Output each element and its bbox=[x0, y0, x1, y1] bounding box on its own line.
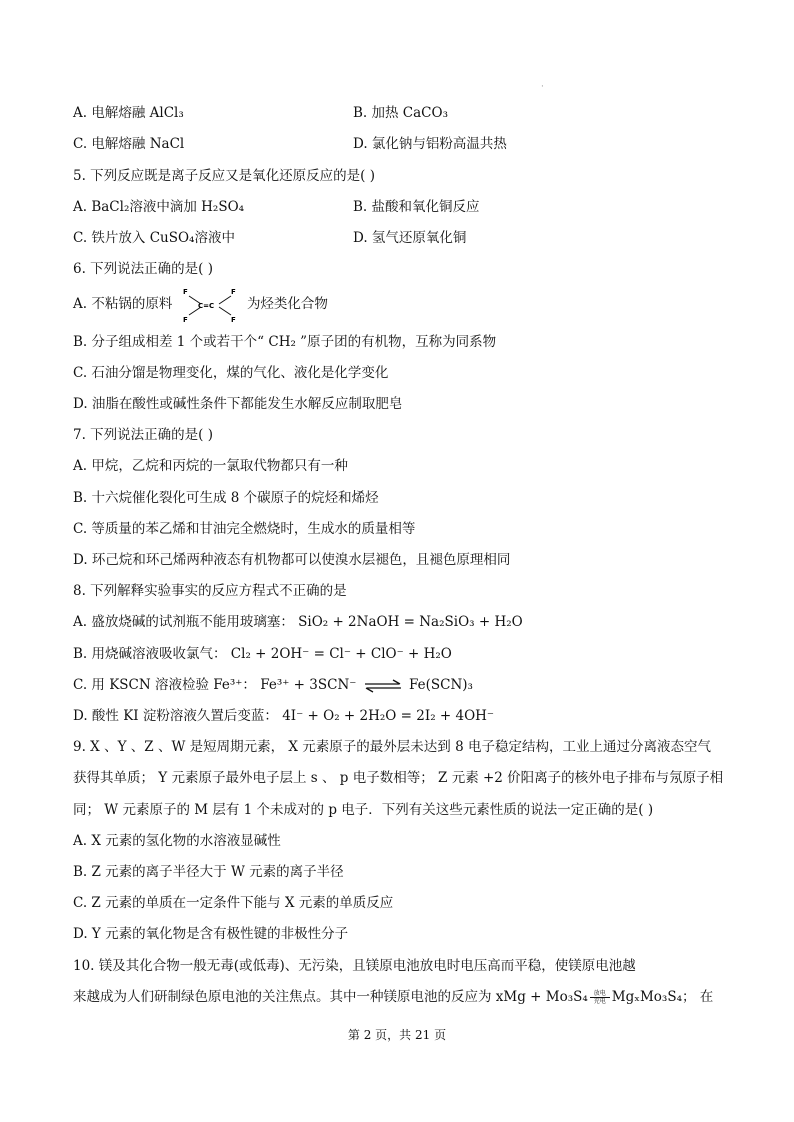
q4-option-c: C. 电解熔融 NaCl bbox=[73, 136, 185, 152]
q4-option-d: D. 氯化钠与铝粉高温共热 bbox=[353, 136, 507, 152]
q7-option-c: C. 等质量的苯乙烯和甘油完全燃烧时，生成水的质量相等 bbox=[73, 521, 416, 537]
q7-option-a: A. 甲烷，乙烷和丙烷的一氯取代物都只有一种 bbox=[73, 458, 348, 474]
fluorine-atom: F bbox=[230, 315, 236, 324]
q6-option-a-prefix: A. 不粘锅的原料 bbox=[73, 296, 173, 312]
q6-option-a-suffix: 为烃类化合物 bbox=[246, 296, 328, 312]
decorative-dot: · bbox=[541, 82, 544, 92]
q8-stem: 8. 下列解释实验事实的反应方程式不正确的是 bbox=[73, 583, 347, 599]
q10-line2-prefix: 来越成为人们研制绿色原电池的关注焦点。其中一种镁原电池的反应为 xMg + Mo₃S₄ bbox=[73, 989, 588, 1005]
q10-stem-line2 bbox=[73, 988, 713, 1006]
q9-stem-line1: 9. X 、Y 、Z 、W 是短周期元素， X 元素原子的最外层未达到 8 电子稳定结构，工业上通过分离液态空气 bbox=[73, 739, 711, 755]
condition-discharge: 放电 bbox=[593, 990, 606, 997]
q5-option-c: C. 铁片放入 CuSO₄溶液中 bbox=[73, 230, 235, 246]
q6-option-d: D. 油脂在酸性或碱性条件下都能发生水解反应制取肥皂 bbox=[73, 396, 403, 412]
fluorine-atom: F bbox=[182, 287, 188, 296]
q5-option-b: B. 盐酸和氧化铜反应 bbox=[353, 199, 480, 215]
q7-option-b: B. 十六烷催化裂化可生成 8 个碳原子的烷烃和烯烃 bbox=[73, 490, 379, 506]
q6-option-c: C. 石油分馏是物理变化，煤的气化、液化是化学变化 bbox=[73, 365, 389, 381]
q5-stem: 5. 下列反应既是离子反应又是氧化还原反应的是( ) bbox=[73, 168, 375, 184]
q8-option-d: D. 酸性 KI 淀粉溶液久置后变蓝： 4I⁻ + O₂ + 2H₂O = 2I₂ + 4OH⁻ bbox=[73, 708, 495, 724]
tetrafluoroethylene-structure bbox=[181, 286, 239, 324]
double-bond-label: C=C bbox=[197, 301, 214, 310]
q9-stem-line3: 同； W 元素原子的 M 层有 1 个未成对的 p 电子．下列有关这些元素性质的说法一定正确的是( ) bbox=[73, 802, 654, 818]
q4-option-a: A. 电解熔融 AlCl₃ bbox=[73, 105, 184, 121]
equilibrium-arrow-icon bbox=[363, 679, 403, 693]
q9-option-c: C. Z 元素的单质在一定条件下能与 X 元素的单质反应 bbox=[73, 895, 394, 911]
reaction-condition bbox=[590, 990, 610, 1005]
q6-option-b: B. 分子组成相差 1 个或若干个“ CH₂ ”原子团的有机物，互称为同系物 bbox=[73, 334, 497, 350]
q8-option-c-left: C. 用 KSCN 溶液检验 Fe³⁺： Fe³⁺ + 3SCN⁻ bbox=[73, 677, 357, 693]
q8-option-b: B. 用烧碱溶液吸收氯气： Cl₂ + 2OH⁻ = Cl⁻ + ClO⁻ + H₂O bbox=[73, 646, 452, 662]
condition-charge: 充电 bbox=[593, 998, 606, 1005]
q4-option-b: B. 加热 CaCO₃ bbox=[353, 105, 448, 121]
q9-option-a: A. X 元素的氢化物的水溶液显碱性 bbox=[73, 833, 281, 849]
fluorine-atom: F bbox=[182, 315, 188, 324]
q10-line2-suffix: MgₓMo₃S₄； 在 bbox=[611, 989, 714, 1005]
fluorine-atom: F bbox=[230, 287, 236, 296]
q8-option-c bbox=[73, 676, 473, 694]
q5-option-d: D. 氢气还原氧化铜 bbox=[353, 230, 467, 246]
q5-option-a: A. BaCl₂溶液中滴加 H₂SO₄ bbox=[73, 199, 245, 215]
q6-option-a bbox=[73, 285, 328, 323]
q9-option-b: B. Z 元素的离子半径大于 W 元素的离子半径 bbox=[73, 864, 344, 880]
q9-stem-line2: 获得其单质； Y 元素原子最外电子层上 s 、 p 电子数相等； Z 元素 +2 价阳离子的核外电子排布与氖原子相 bbox=[73, 770, 724, 786]
q10-stem-line1: 10. 镁及其化合物一般无毒(或低毒)、无污染，且镁原电池放电时电压高而平稳，使镁原电池越 bbox=[73, 958, 636, 974]
q8-option-a: A. 盛放烧碱的试剂瓶不能用玻璃塞： SiO₂ + 2NaOH = Na₂SiO₃ + H₂O bbox=[73, 614, 523, 630]
q9-option-d: D. Y 元素的氧化物是含有极性键的非极性分子 bbox=[73, 926, 349, 942]
q8-option-c-right: Fe(SCN)₃ bbox=[408, 677, 473, 693]
page-number: 第 2 页，共 21 页 bbox=[347, 1028, 447, 1042]
q7-option-d: D. 环己烷和环己烯两种液态有机物都可以使溴水层褪色，且褪色原理相同 bbox=[73, 552, 511, 568]
q6-stem: 6. 下列说法正确的是( ) bbox=[73, 261, 213, 277]
q7-stem: 7. 下列说法正确的是( ) bbox=[73, 427, 213, 443]
